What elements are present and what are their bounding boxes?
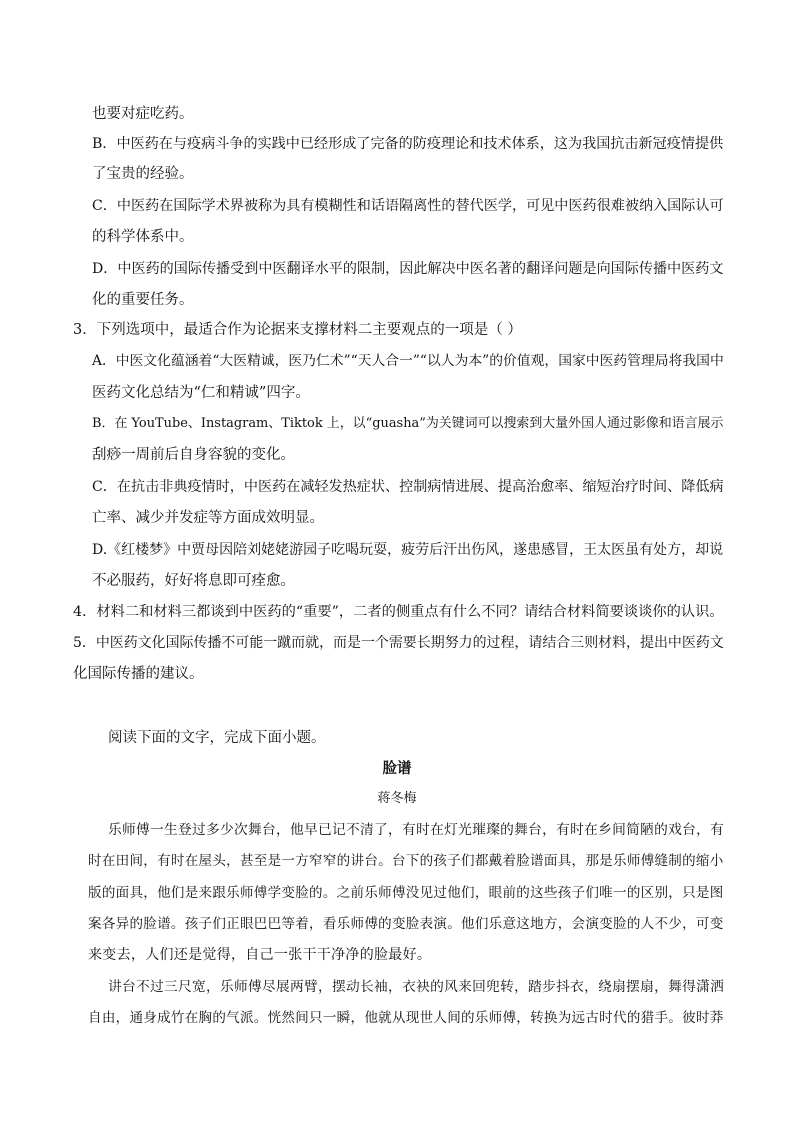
q2-option-b-line2: 了宝贵的经验。 [92,166,194,182]
q3-stem: 3．下列选项中，最适合作为论据来支撑材料二主要观点的一项是（ ） [73,322,522,338]
story-p2-line1: 讲台不过三尺宽，乐师傅尽展两臂，摆动长袖，衣袂的风来回兜转，踏步抖衣，绕扇摆扇，舞得潇洒 [108,979,725,995]
q3-option-b-line2: 刮痧一周前后自身容貌的变化。 [92,447,295,463]
story-author: 蒋冬梅 [377,791,417,806]
q2-option-b-line1: B．中医药在与疫病斗争的实践中已经形成了完备的防疫理论和技术体系，这为我国抗击新冠疫情提供 [92,136,724,152]
q5-stem-line1: 5．中医药文化国际传播不可能一蹴而就，而是一个需要长期努力的过程，请结合三则材料，提出中医药文 [73,635,724,651]
q3-option-a-line1: A．中医文化蕴涵着“大医精诚，医乃仁术”“天人合一”“以人为本”的价值观，国家中医药管理局将我国中 [92,353,724,369]
q2-option-a-tail: 也要对症吃药。 [92,106,194,122]
story-p1-line4: 案各异的脸谱。孩子们正眼巴巴等着，看乐师傅的变脸表演。他们乐意这地方，会演变脸的人不少，可变 [88,916,724,932]
q5-stem-line2: 化国际传播的建议。 [73,666,204,682]
q3-option-a-line2: 医药文化总结为“仁和精诚”四字。 [92,385,310,401]
story-title: 脸谱 [382,760,412,777]
reading-instruction: 阅读下面的文字，完成下面小题。 [108,730,326,746]
story-p1-line1: 乐师傅一生登过多少次舞台，他早已记不清了，有时在灯光璀璨的舞台，有时在乡间简陋的戏台，有 [108,822,725,838]
q2-option-d-line2: 化的重要任务。 [92,292,194,308]
q3-option-d-line1: D.《红楼梦》中贾母因陪刘姥姥游园子吃喝玩耍，疲劳后汗出伤风，遂患感冒，王太医虽有处方，却说 [92,542,724,558]
q3-option-c-line2: 亡率、减少并发症等方面成效明显。 [92,510,324,526]
story-p1-line2: 时在田间，有时在屋头，甚至是一方窄窄的讲台。台下的孩子们都戴着脸谱面具，那是乐师傅缝制的缩小 [88,853,724,869]
story-p1-line3: 版的面具，他们是来跟乐师傅学变脸的。之前乐师傅没见过他们，眼前的这些孩子们唯一的区别，只是图 [88,885,724,901]
q3-option-d-line2: 不必服药，好好将息即可痊愈。 [92,573,295,589]
q2-option-d-line1: D．中医药的国际传播受到中医翻译水平的限制，因此解决中医名著的翻译问题是向国际传播中医药文 [92,261,724,277]
story-p2-line2: 自由，通身成竹在胸的气派。恍然间只一瞬，他就从现世人间的乐师傅，转换为远古时代的猎手。彼时莽 [88,1010,724,1026]
q3-option-b-line1: B．在 YouTube、Instagram、Tiktok 上，以“guasha”为关键词可以搜索到大量外国人通过影像和语言展示 [92,416,724,431]
q2-option-c-line1: C．中医药在国际学术界被称为具有模糊性和话语隔离性的替代医学，可见中医药很难被纳入国际认可 [92,198,724,214]
q3-option-c-line1: C．在抗击非典疫情时，中医药在减轻发热症状、控制病情进展、提高治愈率、缩短治疗时间、降低病 [92,479,724,495]
story-p1-line5: 来变去，人们还是觉得，自己一张干干净净的脸最好。 [88,947,432,963]
q2-option-c-line2: 的科学体系中。 [92,229,194,245]
q4-stem: 4．材料二和材料三都谈到中医药的“重要”，二者的侧重点有什么不同？请结合材料简要谈谈你的认识。 [73,604,724,620]
